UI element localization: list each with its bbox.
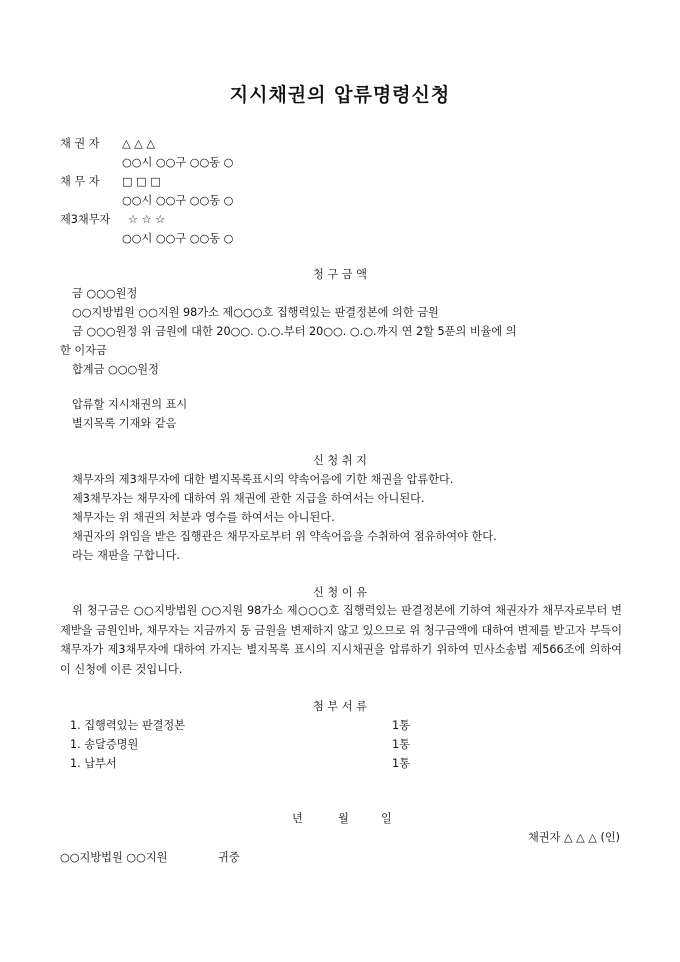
purpose-line: 라는 재판을 구합니다.	[72, 549, 180, 562]
third-debtor-name: ☆ ☆ ☆	[128, 213, 166, 226]
claim-interest-line-1: 금 ○○○원정 위 금원에 대한 20○○. ○.○.부터 20○○. ○.○.까지 연 2할 5푼의 비율에 의	[72, 325, 517, 338]
creditor-address: ○○시 ○○구 ○○동 ○	[122, 156, 234, 169]
reason-heading: 신 청 이 유	[313, 586, 367, 599]
creditor-name: △ △ △	[122, 137, 155, 150]
claim-basis: ○○지방법원 ○○지원 98가소 제○○○호 집행력있는 판결정본에 의한 금원	[72, 306, 439, 319]
attachments-heading: 첨 부 서 류	[313, 700, 367, 713]
attachment-count: 1통	[392, 738, 410, 751]
creditor-signature: 채권자 △ △ △ (인)	[528, 831, 620, 844]
attachment-name: 1. 납부서	[70, 757, 117, 770]
attachment-name: 1. 송달증명원	[70, 738, 139, 751]
purpose-heading: 신 청 취 지	[313, 454, 367, 467]
purpose-line: 채무자의 제3채무자에 대한 별지목록표시의 약속어음에 기한 채권을 압류한다.	[72, 473, 454, 486]
third-debtor-address: ○○시 ○○구 ○○동 ○	[122, 232, 234, 245]
court-addressee: 귀중	[218, 851, 240, 864]
claim-amount: 금 ○○○원정	[72, 287, 138, 300]
court-name: ○○지방법원 ○○지원	[60, 851, 168, 864]
purpose-line: 제3채무자는 채무자에 대하여 위 채권에 관한 지급을 하여서는 아니된다.	[72, 492, 425, 505]
date-month: 월	[338, 812, 349, 825]
debtor-address: ○○시 ○○구 ○○동 ○	[122, 194, 234, 207]
claim-heading: 청 구 금 액	[313, 268, 367, 281]
date-day: 일	[381, 812, 392, 825]
debtor-label: 채 무 자	[60, 175, 100, 188]
purpose-line: 채권자의 위임을 받은 집행관은 채무자로부터 위 약속어음을 수취하여 점유하여야 한다.	[72, 530, 497, 543]
seized-claim-title: 압류할 지시채권의 표시	[72, 398, 188, 411]
seized-claim-note: 별지목록 기재와 같음	[72, 417, 177, 430]
reason-paragraph: 위 청구금은 ○○지방법원 ○○지원 98가소 제○○○호 집행력있는 판결정본에 기하여 채권자가 채무자로부터 변제받을 금원인바, 채무자는 지금까지 동 금원을 변제하지 않고 있으므로 위 청구금액에 대하여 변제를 받고자 부득이 채무자가 제3채무자에 대하여 가지는 별지목록 표시의 지시채권을 압류하기 위하여 민사소송법 제566조에 의하여 이 신청에 이른 것입니다.	[60, 604, 622, 676]
debtor-name: □ □ □	[122, 175, 161, 188]
claim-interest-line-2: 한 이자금	[60, 344, 107, 357]
date-year: 년	[292, 812, 303, 825]
claim-total: 합계금 ○○○원정	[72, 363, 159, 376]
attachment-count: 1통	[392, 757, 410, 770]
attachment-name: 1. 집행력있는 판결정본	[70, 719, 186, 732]
attachment-count: 1통	[392, 719, 410, 732]
third-debtor-label: 제3채무자	[60, 213, 111, 226]
purpose-line: 채무자는 위 채권의 처분과 영수를 하여서는 아니된다.	[72, 511, 335, 524]
document-title: 지시채권의 압류명령신청	[229, 84, 451, 106]
creditor-label: 채 권 자	[60, 137, 100, 150]
